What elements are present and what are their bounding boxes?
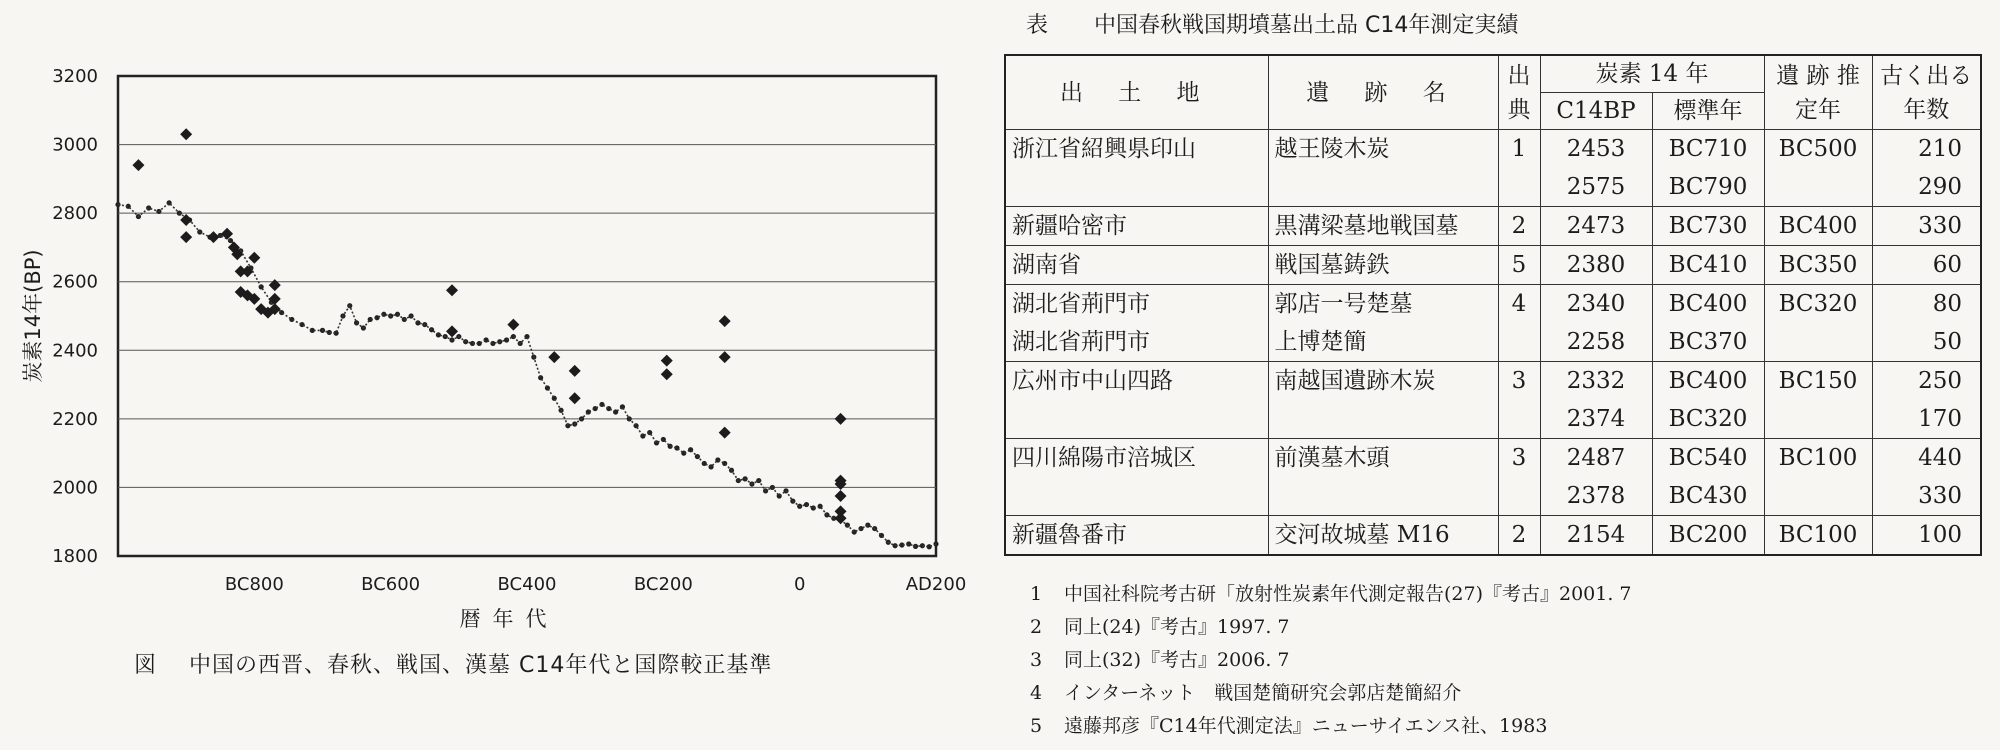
cell-std-year: BC790 xyxy=(1652,168,1764,207)
cell-older-years: 100 xyxy=(1872,516,1981,556)
cell-c14bp: 2453 xyxy=(1540,130,1652,169)
cell-std-year: BC320 xyxy=(1652,400,1764,439)
calibration-point xyxy=(146,205,151,210)
sample-point xyxy=(569,365,581,377)
header-site: 遺 跡 名 xyxy=(1268,55,1498,130)
cell-std-year: BC730 xyxy=(1652,207,1764,246)
cell-site xyxy=(1268,400,1498,439)
calibration-point xyxy=(858,526,863,531)
x-tick-label: AD200 xyxy=(905,574,967,595)
table-row xyxy=(1005,246,1981,285)
cell-place: 湖北省荊門市 xyxy=(1005,285,1268,324)
table-row xyxy=(1005,400,1981,439)
sample-point xyxy=(207,231,219,243)
x-tick-label: BC400 xyxy=(497,574,557,595)
x-axis-title: 暦年代 xyxy=(459,607,559,631)
cell-c14bp: 2154 xyxy=(1540,516,1652,556)
cell-site: 黒溝梁墓地戦国墓 xyxy=(1268,207,1498,246)
x-tick-label: BC200 xyxy=(633,574,693,595)
y-axis-title: 炭素14年(BP) xyxy=(21,249,45,383)
cell-place: 湖南省 xyxy=(1005,246,1268,285)
cell-older-years: 210 xyxy=(1872,130,1981,169)
sample-point xyxy=(661,368,673,380)
cell-c14bp: 2378 xyxy=(1540,477,1652,516)
y-tick-label: 1800 xyxy=(52,546,98,567)
cell-c14bp: 2340 xyxy=(1540,285,1652,324)
cell-source: 2 xyxy=(1498,516,1540,556)
cell-c14bp: 2380 xyxy=(1540,246,1652,285)
cell-est-year xyxy=(1764,477,1872,516)
cell-c14bp: 2473 xyxy=(1540,207,1652,246)
sample-point xyxy=(719,427,731,439)
cell-est-year: BC400 xyxy=(1764,207,1872,246)
sample-point xyxy=(180,231,192,243)
cell-c14bp: 2575 xyxy=(1540,168,1652,207)
cell-source: 1 xyxy=(1498,130,1540,169)
cell-source xyxy=(1498,168,1540,207)
table-row xyxy=(1005,130,1981,169)
y-tick-label: 2600 xyxy=(52,271,98,293)
footnote-item xyxy=(1030,710,1632,743)
footnote-number: 4 xyxy=(1030,682,1043,704)
table-row xyxy=(1005,285,1981,324)
calibration-chart xyxy=(0,0,1000,640)
cell-source xyxy=(1498,477,1540,516)
x-tick-label: 0 xyxy=(793,574,806,595)
footnote-number: 5 xyxy=(1030,715,1043,737)
sample-point xyxy=(446,325,458,337)
table-row xyxy=(1005,477,1981,516)
footnote-text: 同上(24)『考古』1997. 7 xyxy=(1064,616,1290,638)
header-c14bp: C14BP xyxy=(1540,93,1652,130)
table-row xyxy=(1005,516,1981,556)
table-row xyxy=(1005,168,1981,207)
table-title xyxy=(1026,8,1518,39)
y-tick-label: 3000 xyxy=(52,134,98,156)
cell-place: 湖北省荊門市 xyxy=(1005,323,1268,362)
sample-point xyxy=(446,284,458,296)
footnote-item xyxy=(1030,611,1632,644)
cell-older-years: 50 xyxy=(1872,323,1981,362)
sample-point xyxy=(180,128,192,140)
cell-place: 浙江省紹興県印山 xyxy=(1005,130,1268,169)
cell-source: 2 xyxy=(1498,207,1540,246)
sample-point xyxy=(221,228,233,240)
calibration-point xyxy=(381,312,386,317)
cell-site: 郭店一号楚墓 xyxy=(1268,285,1498,324)
cell-older-years: 330 xyxy=(1872,207,1981,246)
cell-source: 3 xyxy=(1498,362,1540,401)
footnote-number: 3 xyxy=(1030,649,1043,671)
cell-source: 4 xyxy=(1498,285,1540,324)
figure-caption-label: 図 xyxy=(134,653,158,678)
footnote-text: インターネット 戦国楚簡研究会郭店楚簡紹介 xyxy=(1064,682,1462,704)
sample-point xyxy=(719,351,731,363)
plot-frame xyxy=(118,76,936,556)
cell-est-year xyxy=(1764,323,1872,362)
cell-std-year: BC200 xyxy=(1652,516,1764,556)
table-row xyxy=(1005,207,1981,246)
table-header-row xyxy=(1005,55,1981,93)
y-tick-label: 2000 xyxy=(52,477,98,499)
cell-place: 新疆魯番市 xyxy=(1005,516,1268,556)
sample-point xyxy=(132,159,144,171)
sample-point xyxy=(269,279,281,291)
header-c14-group: 炭素 14 年 xyxy=(1540,55,1764,93)
cell-source: 3 xyxy=(1498,439,1540,478)
cell-place: 新疆哈密市 xyxy=(1005,207,1268,246)
calibration-point xyxy=(436,332,441,337)
cell-place: 四川綿陽市涪城区 xyxy=(1005,439,1268,478)
calibration-point xyxy=(484,337,489,342)
footnote-item xyxy=(1030,578,1632,611)
sample-point xyxy=(835,413,847,425)
cell-est-year: BC320 xyxy=(1764,285,1872,324)
cell-site: 交河故城墓 M16 xyxy=(1268,516,1498,556)
sample-point xyxy=(661,355,673,367)
cell-source: 5 xyxy=(1498,246,1540,285)
cell-older-years: 80 xyxy=(1872,285,1981,324)
cell-place: 広州市中山四路 xyxy=(1005,362,1268,401)
sample-point xyxy=(719,315,731,327)
cell-std-year: BC540 xyxy=(1652,439,1764,478)
cell-older-years: 250 xyxy=(1872,362,1981,401)
sample-point xyxy=(835,490,847,502)
cell-older-years: 290 xyxy=(1872,168,1981,207)
c14-results-table xyxy=(1004,54,1982,556)
cell-older-years: 330 xyxy=(1872,477,1981,516)
cell-est-year xyxy=(1764,168,1872,207)
cell-est-year: BC150 xyxy=(1764,362,1872,401)
cell-est-year: BC350 xyxy=(1764,246,1872,285)
y-tick-label: 3200 xyxy=(52,66,98,87)
table-body xyxy=(1005,130,1981,556)
header-older-years: 古く出る年数 xyxy=(1872,55,1981,130)
cell-est-year xyxy=(1764,400,1872,439)
x-tick-label: BC800 xyxy=(224,574,284,595)
figure-caption-text: 中国の西晋、春秋、戦国、漢墓 C14年代と国際較正基準 xyxy=(189,653,773,678)
cell-std-year: BC710 xyxy=(1652,130,1764,169)
cell-site: 越王陵木炭 xyxy=(1268,130,1498,169)
table-row xyxy=(1005,439,1981,478)
cell-source xyxy=(1498,400,1540,439)
y-tick-label: 2400 xyxy=(52,340,98,362)
calibration-point xyxy=(490,341,495,346)
cell-c14bp: 2487 xyxy=(1540,439,1652,478)
y-tick-label: 2800 xyxy=(52,203,98,225)
table-title-label: 表 xyxy=(1026,13,1049,38)
cell-site: 南越国遺跡木炭 xyxy=(1268,362,1498,401)
cell-c14bp: 2332 xyxy=(1540,362,1652,401)
table-row xyxy=(1005,362,1981,401)
cell-site: 前漢墓木頭 xyxy=(1268,439,1498,478)
cell-place xyxy=(1005,477,1268,516)
cell-older-years: 440 xyxy=(1872,439,1981,478)
header-place: 出 土 地 xyxy=(1005,55,1268,130)
calibration-point xyxy=(702,461,707,466)
cell-older-years: 170 xyxy=(1872,400,1981,439)
calibration-point xyxy=(415,320,420,325)
x-tick-label: BC600 xyxy=(361,574,421,595)
cell-site xyxy=(1268,168,1498,207)
sample-point xyxy=(569,392,581,404)
cell-site xyxy=(1268,477,1498,516)
sample-point xyxy=(248,252,260,264)
cell-older-years: 60 xyxy=(1872,246,1981,285)
footnotes-list xyxy=(1030,578,1632,743)
cell-source xyxy=(1498,323,1540,362)
calibration-point xyxy=(804,502,809,507)
y-tick-label: 2200 xyxy=(52,408,98,430)
calibration-point xyxy=(852,529,857,534)
cell-std-year: BC400 xyxy=(1652,285,1764,324)
sample-point xyxy=(548,351,560,363)
cell-est-year: BC100 xyxy=(1764,439,1872,478)
cell-std-year: BC410 xyxy=(1652,246,1764,285)
sample-point xyxy=(507,319,519,331)
footnote-text: 同上(32)『考古』2006. 7 xyxy=(1064,649,1290,671)
cell-place xyxy=(1005,400,1268,439)
header-est-year: 遺 跡 推定年 xyxy=(1764,55,1872,130)
cell-std-year: BC400 xyxy=(1652,362,1764,401)
cell-est-year: BC100 xyxy=(1764,516,1872,556)
cell-est-year: BC500 xyxy=(1764,130,1872,169)
footnote-item xyxy=(1030,644,1632,677)
header-source: 出典 xyxy=(1498,55,1540,130)
cell-site: 戦国墓鋳鉄 xyxy=(1268,246,1498,285)
footnote-text: 遠藤邦彦『C14年代測定法』ニューサイエンス社、1983 xyxy=(1064,715,1548,737)
footnote-text: 中国社科院考古研「放射性炭素年代測定報告(27)『考古』2001. 7 xyxy=(1064,583,1632,605)
cell-c14bp: 2258 xyxy=(1540,323,1652,362)
cell-site: 上博楚簡 xyxy=(1268,323,1498,362)
calibration-point xyxy=(511,334,516,339)
footnote-number: 1 xyxy=(1030,583,1043,605)
figure-caption xyxy=(134,648,772,679)
table-row xyxy=(1005,323,1981,362)
cell-std-year: BC430 xyxy=(1652,477,1764,516)
footnote-number: 2 xyxy=(1030,616,1043,638)
table-title-text: 中国春秋戦国期墳墓出土品 C14年測定実績 xyxy=(1094,13,1519,38)
cell-place xyxy=(1005,168,1268,207)
cell-std-year: BC370 xyxy=(1652,323,1764,362)
cell-c14bp: 2374 xyxy=(1540,400,1652,439)
footnote-item xyxy=(1030,677,1632,710)
header-std-year: 標準年 xyxy=(1652,93,1764,130)
